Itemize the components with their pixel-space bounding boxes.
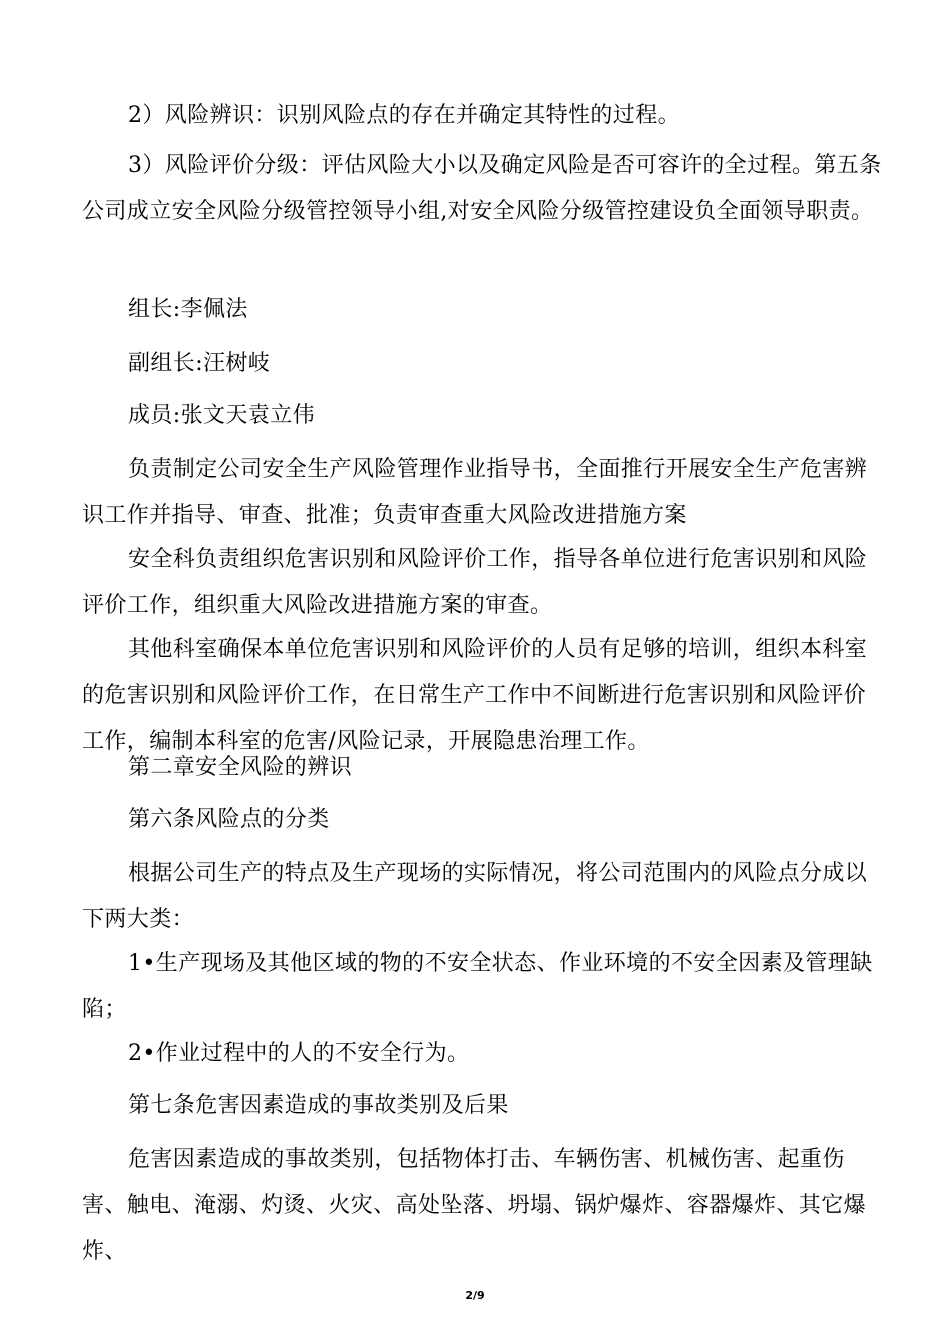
paragraph-deputy-leader: 副组长:汪树岐 (128, 351, 271, 376)
paragraph-group-leader: 组长:李佩法 (128, 297, 248, 322)
chapter-heading: 第二章安全风险的辨识 (128, 755, 353, 780)
paragraph-risk-identification: 2）风险辨识：识别风险点的存在并确定其特性的过程。 (128, 103, 680, 128)
paragraph-classification: 根据公司生产的特点及生产现场的实际情况，将公司范围内的风险点分成以下两大类： (82, 861, 868, 932)
paragraph-responsibilities: 负责制定公司安全生产风险管理作业指导书，全面推行开展安全生产危害辨识工作并指导、审查、批准；负责审查重大风险改进措施方案 (82, 457, 868, 528)
paragraph-accident-types: 危害因素造成的事故类别，包括物体打击、车辆伤害、机械伤害、起重伤害、触电、淹溺、灼烫、火灾、高处坠落、坍塌、锅炉爆炸、容器爆炸、其它爆炸、 (82, 1147, 867, 1264)
paragraph-members: 成员:张文天袁立伟 (128, 403, 316, 428)
article-heading-7: 第七条危害因素造成的事故类别及后果 (128, 1093, 509, 1118)
list-item-1: 1•生产现场及其他区域的物的不安全状态、作业环境的不安全因素及管理缺陷； (82, 951, 873, 1022)
article-heading-6: 第六条风险点的分类 (128, 807, 330, 832)
paragraph-safety-section: 安全科负责组织危害识别和风险评价工作，指导各单位进行危害识别和风险评价工作，组织重大风险改进措施方案的审查。 (82, 547, 868, 618)
page-number: 2/9 (465, 1289, 485, 1302)
paragraph-other-departments: 其他科室确保本单位危害识别和风险评价的人员有足够的培训，组织本科室的危害识别和风险评价工作，在日常生产工作中不间断进行危害识别和风险评价工作，编制本科室的危害/风险记录，开展隐患治理工作。 (82, 637, 868, 754)
list-item-2: 2•作业过程中的人的不安全行为。 (128, 1041, 470, 1066)
paragraph-risk-evaluation: 3）风险评价分级：评估风险大小以及确定风险是否可容许的全过程。第五条公司成立安全风险分级管控领导小组,对安全风险分级管控建设负全面领导职责。 (82, 153, 882, 224)
